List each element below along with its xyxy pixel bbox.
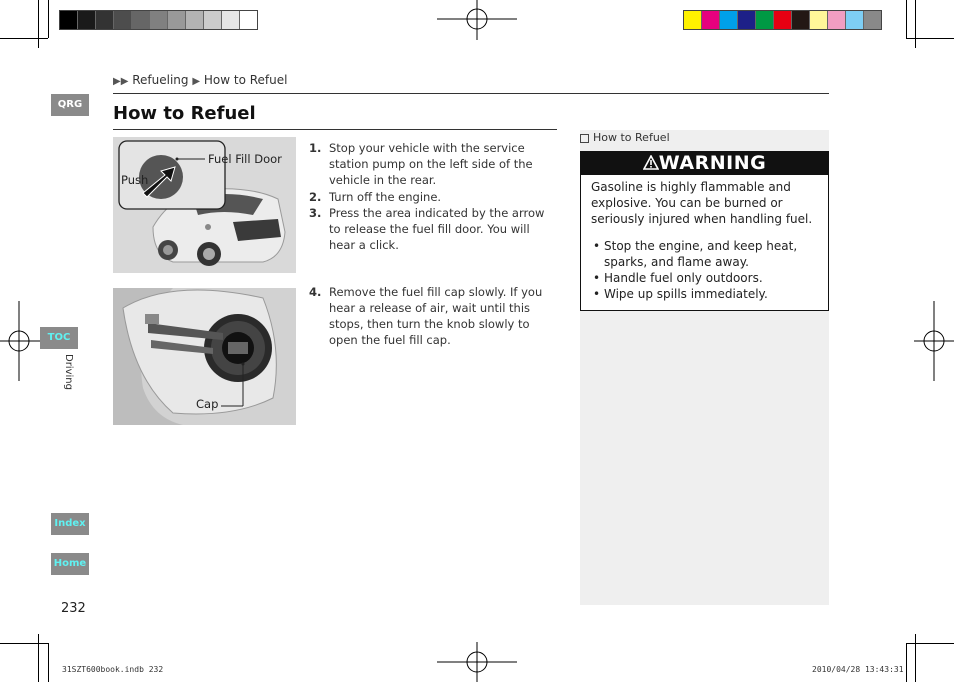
step-1 [309, 140, 554, 188]
color-swatch [204, 11, 222, 29]
color-swatch [828, 11, 846, 29]
color-swatch [132, 11, 150, 29]
color-swatch [114, 11, 132, 29]
color-swatch [168, 11, 186, 29]
step-4 [309, 284, 554, 348]
registration-mark-left [0, 301, 40, 381]
note-icon [580, 134, 589, 143]
warning-intro: Gasoline is highly flammable and explosive. You can be burned or seriously injured when handling fuel. [591, 180, 813, 226]
breadcrumb-current: How to Refuel [203, 73, 288, 87]
step-2 [309, 189, 554, 205]
step-text: Stop your vehicle with the service station pump on the left side of the vehicle in the rear. [329, 141, 533, 187]
cap-callout: Cap [196, 397, 219, 411]
warning-bullet: • Stop the engine, and keep heat, sparks, and flame away. [593, 238, 818, 270]
warning-bullet-text: Handle fuel only outdoors. [604, 271, 763, 285]
warning-title: WARNING [658, 152, 767, 174]
registration-mark-bottom [437, 642, 517, 682]
toc-tab[interactable]: TOC [40, 327, 78, 349]
title-rule [113, 129, 557, 130]
warning-bullet: • Handle fuel only outdoors. [593, 270, 818, 286]
registration-mark-right [914, 301, 954, 381]
grayscale-color-bar [59, 10, 258, 30]
footer-file: 31SZT600book.indb 232 [62, 665, 164, 674]
page-number: 232 [61, 601, 86, 616]
fuel-door-callout: Fuel Fill Door [208, 152, 282, 166]
breadcrumb-arrows: ▶▶ [113, 76, 129, 87]
color-swatch [186, 11, 204, 29]
warning-bullet: • Wipe up spills immediately. [593, 286, 818, 302]
step-text: Remove the fuel fill cap slowly. If you hear a release of air, wait until this stops, then turn the knob slowly to open the fuel fill cap. [329, 285, 543, 347]
qrg-tab[interactable]: QRG [51, 94, 89, 116]
color-swatch [810, 11, 828, 29]
warning-bullet-text: Wipe up spills immediately. [604, 287, 768, 301]
step-number: 1. [309, 141, 322, 155]
breadcrumb-parent-link[interactable]: Refueling [132, 73, 189, 87]
color-swatch [846, 11, 864, 29]
color-swatch [702, 11, 720, 29]
step-number: 3. [309, 206, 322, 220]
color-swatch [60, 11, 78, 29]
page-title: How to Refuel [113, 103, 256, 124]
index-tab[interactable]: Index [51, 513, 89, 535]
side-panel-heading [580, 131, 670, 144]
color-swatch [78, 11, 96, 29]
step-text: Turn off the engine. [329, 190, 442, 204]
step-text: Press the area indicated by the arrow to release the fuel fill door. You will hear a click. [329, 206, 545, 252]
registration-mark-top [437, 0, 517, 40]
header-rule [113, 93, 829, 94]
push-callout: Push [121, 173, 149, 187]
breadcrumb [113, 73, 287, 87]
warning-bullet-text: Stop the engine, and keep heat, sparks, and flame away. [604, 239, 798, 269]
step-number: 2. [309, 190, 322, 204]
color-swatch [864, 11, 881, 29]
color-swatch [150, 11, 168, 29]
process-color-bar [683, 10, 882, 30]
color-swatch [756, 11, 774, 29]
color-swatch [240, 11, 257, 29]
section-label: Driving [63, 354, 74, 390]
color-swatch [774, 11, 792, 29]
color-swatch [792, 11, 810, 29]
step-number: 4. [309, 285, 322, 299]
color-swatch [738, 11, 756, 29]
color-swatch [96, 11, 114, 29]
footer-timestamp: 2010/04/28 13:43:31 [812, 665, 904, 674]
color-swatch [222, 11, 240, 29]
warning-box [580, 151, 829, 311]
color-swatch [720, 11, 738, 29]
warning-triangle-icon [643, 155, 659, 170]
color-swatch [684, 11, 702, 29]
breadcrumb-separator: ▶ [192, 76, 201, 87]
step-3 [309, 205, 554, 253]
home-tab[interactable]: Home [51, 553, 89, 575]
side-panel-heading-text: How to Refuel [593, 131, 670, 144]
warning-header [581, 152, 828, 175]
